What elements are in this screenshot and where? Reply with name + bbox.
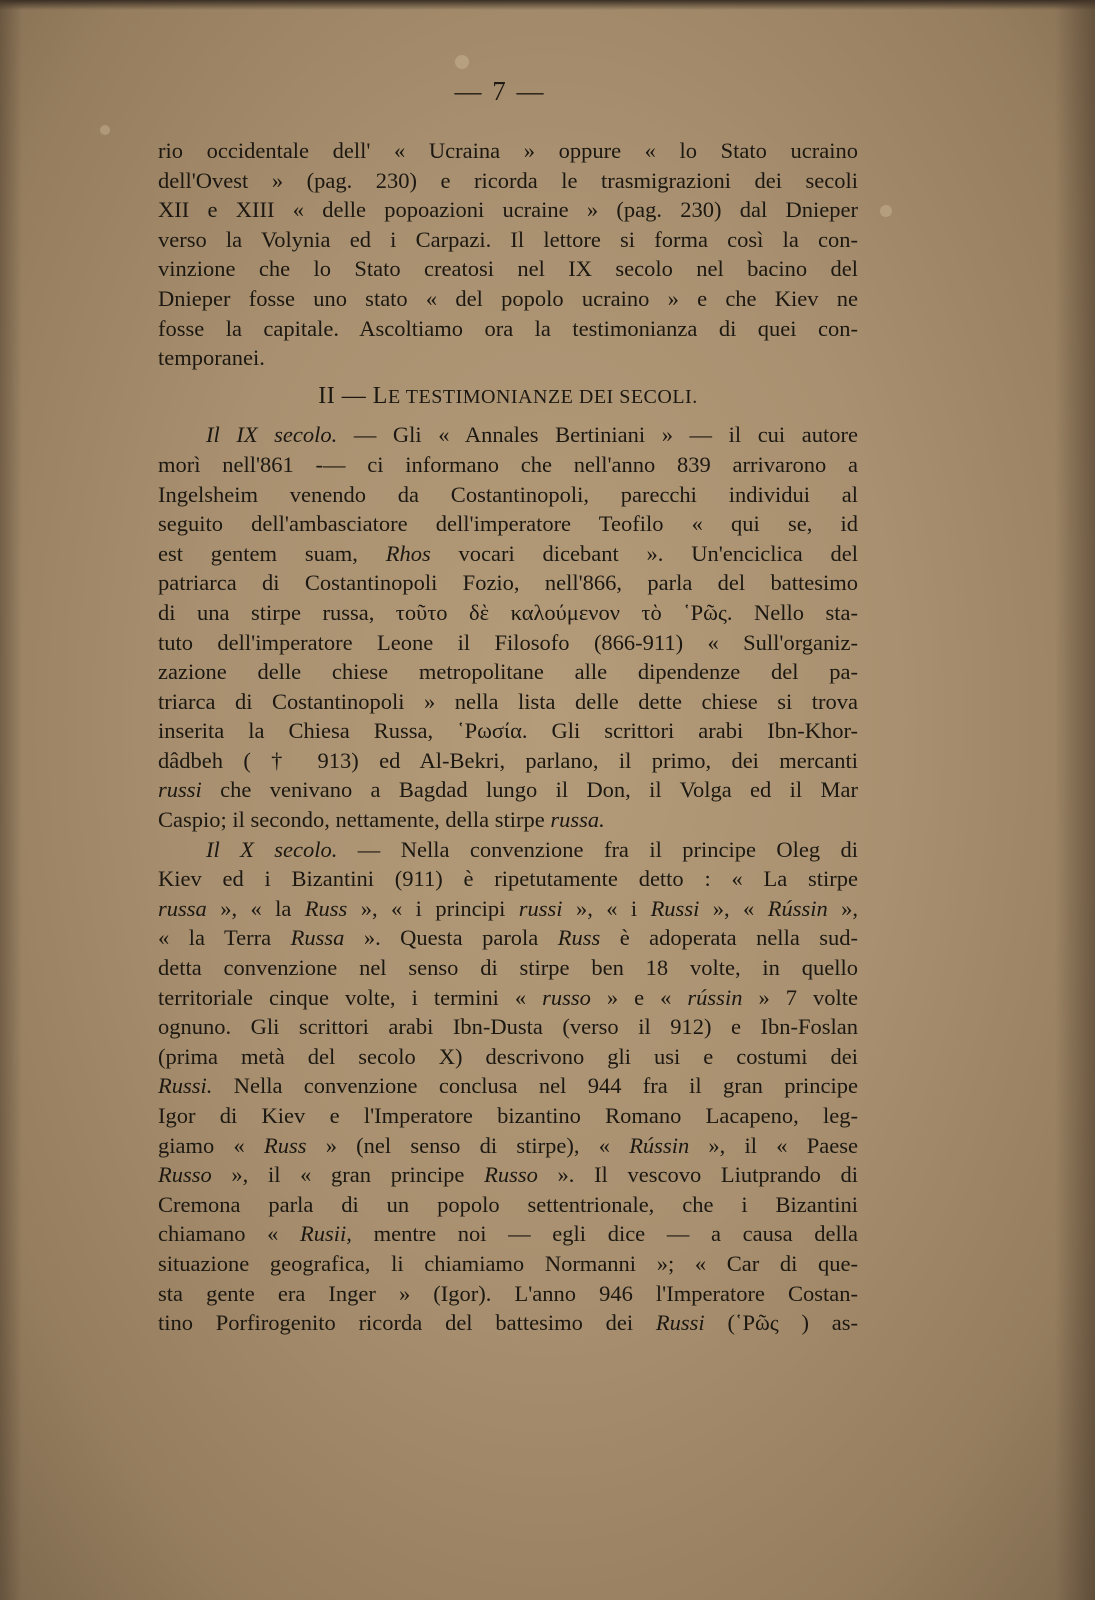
text-segment: territoriale cinque volte, i termini « (158, 984, 543, 1010)
italic-text-segment: russi (518, 895, 563, 921)
paper-spot (455, 55, 469, 69)
text-line (158, 628, 858, 658)
text-segment: Caspio; il secondo, nettamente, della stirpe (158, 807, 551, 833)
text-segment: », « (699, 895, 768, 921)
text-line (158, 1160, 858, 1190)
italic-text-segment: Rusii, (300, 1221, 352, 1247)
italic-text-segment: Il IX secolo. (206, 422, 338, 448)
text-line (158, 746, 858, 776)
italic-text-segment: Russ (557, 925, 601, 951)
italic-text-segment: Russi. (158, 1073, 213, 1099)
text-line (158, 775, 858, 805)
paper-spot (880, 205, 892, 217)
text-segment: temporanei. (158, 345, 265, 371)
section-heading-lead: II — L (318, 382, 388, 409)
text-segment: mentre noi — egli dice — a causa della (351, 1221, 858, 1247)
text-segment: ». Questa parola (344, 925, 558, 951)
text-segment: patriarca di Costantinopoli Fozio, nell'866, parla del battesimo (158, 570, 858, 596)
text-line (158, 480, 858, 510)
text-line (158, 420, 858, 450)
text-segment: fosse la capitale. Ascoltiamo ora la testimonianza di quei con- (158, 315, 858, 341)
text-segment: — Gli « Annales Bertiniani » — il cui autore (337, 422, 858, 448)
page-number: — 7 — (454, 76, 546, 106)
text-line (158, 1101, 858, 1131)
italic-text-segment: rússin (687, 984, 743, 1010)
text-line (158, 1071, 858, 1101)
italic-text-segment: Russo (158, 1162, 212, 1188)
text-segment: », il « Paese (689, 1132, 858, 1158)
italic-text-segment: Rhos (385, 540, 431, 566)
text-line (158, 450, 858, 480)
italic-text-segment: Russa (290, 925, 345, 951)
text-segment: Nella convenzione conclusa nel 944 fra il gran principe (212, 1073, 858, 1099)
text-line (158, 539, 858, 569)
text-segment: », « i principi (347, 895, 519, 921)
text-segment: triarca di Costantinopoli » nella lista delle dette chiese si trova (158, 688, 858, 714)
text-segment: », « i (562, 895, 651, 921)
text-segment: situazione geografica, li chiamiamo Normanni »; « Car di que- (158, 1250, 858, 1276)
text-segment: vocari dicebant ». Un'enciclica del (430, 540, 858, 566)
text-segment: dell'Ovest » (pag. 230) e ricorda le trasmigrazioni dei secoli (158, 167, 858, 193)
text-segment: « la Terra (158, 925, 291, 951)
text-segment: verso la Volynia ed i Carpazi. Il lettore si forma così la con- (158, 226, 858, 252)
text-segment: ». Il vescovo Liutprando di (537, 1162, 858, 1188)
italic-text-segment: Rússin (767, 895, 828, 921)
italic-text-segment: Russo (484, 1162, 538, 1188)
text-line (158, 805, 858, 835)
text-line (158, 598, 858, 628)
text-segment: est gentem suam, (158, 540, 386, 566)
text-segment: (prima metà del secolo X) descrivono gli usi e costumi dei (158, 1043, 858, 1069)
section-heading-rest: E TESTIMONIANZE DEI SECOLI. (387, 385, 698, 408)
text-segment: detta convenzione nel senso di stirpe ben 18 volte, in quello (158, 955, 858, 981)
text-segment: seguito dell'ambasciatore dell'imperatore Teofilo « qui se, id (158, 511, 858, 537)
text-segment: ognuno. Gli scrittori arabi Ibn-Dusta (verso il 912) e Ibn-Foslan (158, 1014, 858, 1040)
text-segment: » (nel senso di stirpe), « (306, 1132, 630, 1158)
page-left-shadow (0, 0, 22, 1600)
text-segment: Cremona parla di un popolo settentrionale, che i Bizantini (158, 1191, 858, 1217)
text-line (158, 166, 858, 196)
text-segment: zazione delle chiese metropolitane alle dipendenze del pa- (158, 659, 858, 685)
italic-text-segment: Russ (304, 895, 348, 921)
text-segment: sta gente era Inger » (Igor). L'anno 946 l'Imperatore Costan- (158, 1280, 858, 1306)
text-line (158, 1249, 858, 1279)
text-line (158, 687, 858, 717)
text-line (158, 953, 858, 983)
text-segment: », il « gran principe (211, 1162, 485, 1188)
text-segment: morì nell'861 -— ci informano che nell'anno 839 arrivarono a (158, 451, 858, 477)
italic-text-segment: Il X secolo. (206, 836, 338, 862)
text-segment: di una stirpe russa, τοῦτο δὲ καλούμενον τὸ ῾Ρῶς. Nello sta- (158, 599, 858, 625)
text-line (158, 1308, 858, 1338)
page-right-shadow (1055, 0, 1095, 1600)
text-line (158, 284, 858, 314)
text-line (158, 1012, 858, 1042)
text-segment: Kiev ed i Bizantini (911) è ripetutamente detto : « La stirpe (158, 866, 858, 892)
text-line (158, 509, 858, 539)
body-text (158, 136, 858, 1338)
text-line (158, 225, 858, 255)
italic-text-segment: Russi (655, 1310, 705, 1336)
text-segment: dâdbeh ( † 913) ed Al-Bekri, parlano, il primo, dei mercanti (158, 747, 858, 773)
text-segment: vinzione che lo Stato creatosi nel IX secolo nel bacino del (158, 256, 858, 282)
text-segment: (῾Ρῶς ) as- (704, 1310, 858, 1336)
text-line (158, 923, 858, 953)
text-segment: tino Porfirogenito ricorda del battesimo dei (158, 1310, 656, 1336)
italic-text-segment: Russi (650, 895, 700, 921)
text-segment: Dnieper fosse uno stato « del popolo ucraino » e che Kiev ne (158, 285, 858, 311)
text-line (158, 983, 858, 1013)
page-top-shadow (0, 0, 1095, 10)
text-segment: che venivano a Bagdad lungo il Don, il Volga ed il Mar (201, 777, 858, 803)
text-line (158, 195, 858, 225)
text-line (158, 568, 858, 598)
text-segment: giamo « (158, 1132, 264, 1158)
text-line (158, 254, 858, 284)
text-line (158, 343, 858, 373)
italic-text-segment: russo (542, 984, 591, 1010)
text-segment: », (827, 895, 858, 921)
text-segment: inserita la Chiesa Russa, ῾Ρωσία. Gli scrittori arabi Ibn-Khor- (158, 718, 858, 744)
italic-text-segment: Russ (263, 1132, 307, 1158)
text-segment: tuto dell'imperatore Leone il Filosofo (866-911) « Sull'organiz- (158, 629, 858, 655)
text-segment: » e « (590, 984, 688, 1010)
text-line (158, 835, 858, 865)
text-segment: XII e XIII « delle popoazioni ucraine » (pag. 230) dal Dnieper (158, 197, 858, 223)
text-line (158, 657, 858, 687)
text-segment: Igor di Kiev e l'Imperatore bizantino Romano Lacapeno, leg- (158, 1103, 858, 1128)
text-line (158, 1190, 858, 1220)
text-segment: è adoperata nella sud- (600, 925, 858, 951)
italic-text-segment: Rússin (629, 1132, 690, 1158)
text-segment: chiamano « (158, 1221, 301, 1247)
section-heading (158, 382, 858, 412)
text-line (158, 1131, 858, 1161)
text-line (158, 894, 858, 924)
text-segment: — Nella convenzione fra il principe Oleg di (337, 836, 858, 862)
text-line (158, 314, 858, 344)
paper-spot (100, 125, 110, 135)
text-line (158, 136, 858, 166)
italic-text-segment: russa. (550, 807, 605, 833)
text-segment: Ingelsheim venendo da Costantinopoli, parecchi individui al (158, 481, 858, 507)
italic-text-segment: russa (158, 895, 207, 921)
text-line (158, 716, 858, 746)
text-line (158, 1219, 858, 1249)
text-line (158, 864, 858, 894)
text-line (158, 1042, 858, 1072)
text-segment: rio occidentale dell' « Ucraina » oppure « lo Stato ucraino (158, 138, 858, 163)
text-line (158, 1279, 858, 1309)
italic-text-segment: russi (158, 777, 202, 803)
text-segment: », « la (206, 895, 305, 921)
text-segment: » 7 volte (742, 984, 858, 1010)
